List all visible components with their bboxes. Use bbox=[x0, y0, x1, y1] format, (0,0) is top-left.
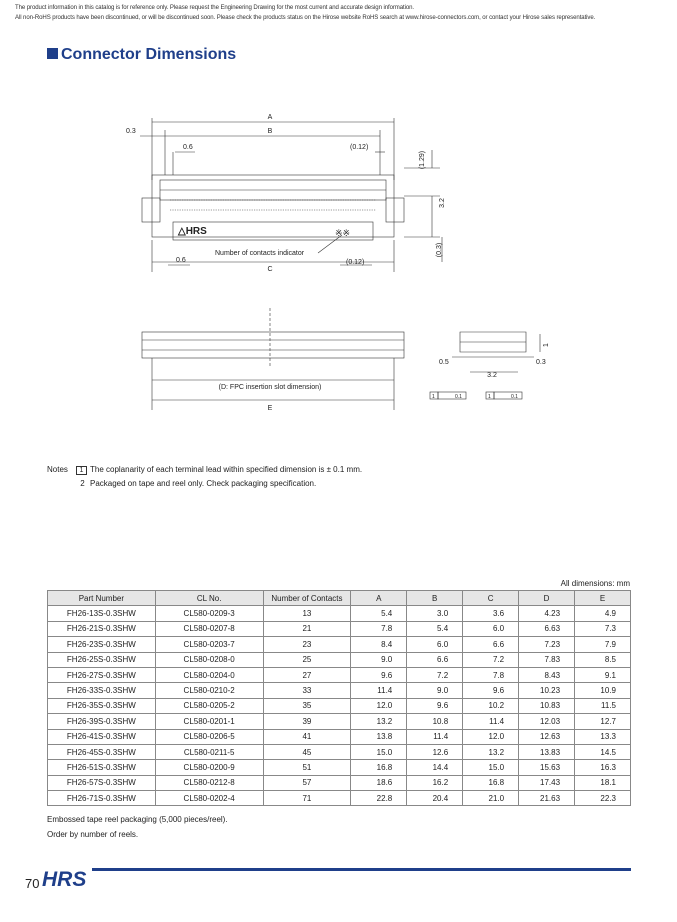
cell-number-of-contacts: 23 bbox=[263, 637, 351, 652]
cell-d: 17.43 bbox=[519, 775, 575, 790]
cell-d: 12.63 bbox=[519, 729, 575, 744]
cell-cl-no: CL580-0200-9 bbox=[155, 760, 263, 775]
cell-part-number: FH26-41S-0.3SHW bbox=[48, 729, 156, 744]
label-a: A bbox=[267, 114, 273, 121]
cell-e: 4.9 bbox=[575, 606, 631, 621]
label-012-top: (0.12) bbox=[350, 144, 369, 151]
header-part-number: Part Number bbox=[48, 591, 156, 606]
page-number: 70 bbox=[25, 876, 40, 891]
cell-c: 11.4 bbox=[463, 714, 519, 729]
cell-e: 14.5 bbox=[575, 744, 631, 759]
cell-a: 13.2 bbox=[351, 714, 407, 729]
cell-e: 7.9 bbox=[575, 637, 631, 652]
label-tol-box-2: 1 bbox=[488, 394, 491, 400]
cell-cl-no: CL580-0205-2 bbox=[155, 698, 263, 713]
label-side-05: 0.5 bbox=[439, 359, 449, 366]
cell-d: 4.23 bbox=[519, 606, 575, 621]
cell-cl-no: CL580-0206-5 bbox=[155, 729, 263, 744]
cell-cl-no: CL580-0207-8 bbox=[155, 621, 263, 636]
cell-b: 7.2 bbox=[407, 667, 463, 682]
cell-part-number: FH26-45S-0.3SHW bbox=[48, 744, 156, 759]
label-012-bottom: (0.12) bbox=[346, 259, 365, 266]
cell-number-of-contacts: 51 bbox=[263, 760, 351, 775]
table-row bbox=[48, 637, 631, 652]
cell-b: 3.0 bbox=[407, 606, 463, 621]
header-a: A bbox=[351, 591, 407, 606]
specification-table bbox=[47, 590, 631, 806]
cell-c: 12.0 bbox=[463, 729, 519, 744]
cell-d: 12.03 bbox=[519, 714, 575, 729]
cell-cl-no: CL580-0201-1 bbox=[155, 714, 263, 729]
cell-e: 7.3 bbox=[575, 621, 631, 636]
cell-c: 7.8 bbox=[463, 667, 519, 682]
cell-a: 8.4 bbox=[351, 637, 407, 652]
label-indicator: Number of contacts indicator bbox=[215, 250, 305, 257]
cell-part-number: FH26-21S-0.3SHW bbox=[48, 621, 156, 636]
note-1-number: 1 bbox=[76, 466, 87, 475]
front-view-labels bbox=[219, 384, 322, 412]
cell-part-number: FH26-27S-0.3SHW bbox=[48, 667, 156, 682]
connector-dimension-drawing bbox=[0, 0, 677, 460]
cell-a: 15.0 bbox=[351, 744, 407, 759]
dimensions-unit-note: All dimensions: mm bbox=[560, 579, 630, 588]
cell-number-of-contacts: 33 bbox=[263, 683, 351, 698]
cell-part-number: FH26-57S-0.3SHW bbox=[48, 775, 156, 790]
cell-a: 9.6 bbox=[351, 667, 407, 682]
cell-part-number: FH26-35S-0.3SHW bbox=[48, 698, 156, 713]
table-row bbox=[48, 729, 631, 744]
label-tol-val-2: 0.1 bbox=[511, 394, 518, 400]
disclaimer-line-1: The product information in this catalog is for reference only. Please request the Engineering Drawing for the most current and accurate design information. bbox=[15, 4, 415, 11]
front-body bbox=[142, 332, 404, 358]
cell-d: 15.63 bbox=[519, 760, 575, 775]
cell-c: 10.2 bbox=[463, 698, 519, 713]
cell-e: 13.3 bbox=[575, 729, 631, 744]
cell-part-number: FH26-71S-0.3SHW bbox=[48, 791, 156, 806]
label-32: 3.2 bbox=[439, 198, 446, 208]
table-row bbox=[48, 760, 631, 775]
cell-e: 22.3 bbox=[575, 791, 631, 806]
cell-cl-no: CL580-0208-0 bbox=[155, 652, 263, 667]
cell-d: 7.23 bbox=[519, 637, 575, 652]
label-tol-box-1: 1 bbox=[432, 394, 435, 400]
cell-b: 20.4 bbox=[407, 791, 463, 806]
label-tol-val-1: 0.1 bbox=[455, 394, 462, 400]
top-view-labels bbox=[126, 114, 446, 273]
cell-a: 9.0 bbox=[351, 652, 407, 667]
label-side-03: 0.3 bbox=[536, 359, 546, 366]
label-129: (1.29) bbox=[419, 150, 426, 170]
table-row bbox=[48, 775, 631, 790]
cell-b: 9.6 bbox=[407, 698, 463, 713]
cell-e: 10.9 bbox=[575, 683, 631, 698]
label-side-32: 3.2 bbox=[487, 372, 497, 379]
table-row bbox=[48, 698, 631, 713]
cell-a: 22.8 bbox=[351, 791, 407, 806]
section-title-text: Connector Dimensions bbox=[61, 46, 237, 63]
cell-number-of-contacts: 35 bbox=[263, 698, 351, 713]
cell-c: 6.0 bbox=[463, 621, 519, 636]
cell-b: 16.2 bbox=[407, 775, 463, 790]
header-number-of-contacts: Number of Contacts bbox=[263, 591, 351, 606]
side-view-labels bbox=[432, 343, 550, 400]
cell-d: 8.43 bbox=[519, 667, 575, 682]
label-03-paren: (0.3) bbox=[436, 242, 443, 258]
cell-c: 16.8 bbox=[463, 775, 519, 790]
header-b: B bbox=[407, 591, 463, 606]
table-row bbox=[48, 606, 631, 621]
note-2-number: 2 bbox=[80, 479, 85, 488]
header-c: C bbox=[463, 591, 519, 606]
disclaimer-line-2: All non-RoHS products have been discontinued, or will be discontinued soon. Please check the products status on the Hirose website RoHS search at www.hirose-connectors.com, or contact your Hirose sales representative. bbox=[15, 14, 596, 21]
cell-a: 12.0 bbox=[351, 698, 407, 713]
cell-cl-no: CL580-0203-7 bbox=[155, 637, 263, 652]
cell-b: 11.4 bbox=[407, 729, 463, 744]
table-row bbox=[48, 667, 631, 682]
table-row bbox=[48, 744, 631, 759]
cell-a: 18.6 bbox=[351, 775, 407, 790]
header-cl-no: CL No. bbox=[155, 591, 263, 606]
cell-a: 16.8 bbox=[351, 760, 407, 775]
table-row bbox=[48, 621, 631, 636]
cell-e: 8.5 bbox=[575, 652, 631, 667]
cell-cl-no: CL580-0209-3 bbox=[155, 606, 263, 621]
cell-d: 13.83 bbox=[519, 744, 575, 759]
cell-a: 5.4 bbox=[351, 606, 407, 621]
right-latch bbox=[386, 198, 404, 222]
footnote-order: Order by number of reels. bbox=[47, 830, 139, 839]
cell-b: 10.8 bbox=[407, 714, 463, 729]
front-view bbox=[142, 308, 404, 410]
cell-cl-no: CL580-0210-2 bbox=[155, 683, 263, 698]
cell-b: 12.6 bbox=[407, 744, 463, 759]
footer-rule bbox=[92, 868, 631, 871]
hrs-logo-text: HRS bbox=[42, 868, 87, 891]
cell-c: 6.6 bbox=[463, 637, 519, 652]
label-06-bottom: 0.6 bbox=[176, 257, 186, 264]
label-logo-mark: △HRS bbox=[178, 226, 207, 237]
cell-c: 15.0 bbox=[463, 760, 519, 775]
cell-number-of-contacts: 21 bbox=[263, 621, 351, 636]
note-2-text: Packaged on tape and reel only. Check packaging specification. bbox=[90, 479, 317, 488]
cell-b: 14.4 bbox=[407, 760, 463, 775]
cell-c: 13.2 bbox=[463, 744, 519, 759]
cell-c: 21.0 bbox=[463, 791, 519, 806]
cell-b: 6.0 bbox=[407, 637, 463, 652]
cell-d: 10.23 bbox=[519, 683, 575, 698]
cell-e: 16.3 bbox=[575, 760, 631, 775]
header-d: D bbox=[519, 591, 575, 606]
cell-a: 13.8 bbox=[351, 729, 407, 744]
cell-number-of-contacts: 25 bbox=[263, 652, 351, 667]
label-side-1: 1 bbox=[543, 343, 550, 347]
cell-part-number: FH26-33S-0.3SHW bbox=[48, 683, 156, 698]
hrs-logo bbox=[40, 864, 88, 892]
cell-c: 7.2 bbox=[463, 652, 519, 667]
note-2 bbox=[47, 477, 362, 491]
label-c: C bbox=[267, 266, 273, 273]
label-e: E bbox=[267, 405, 273, 412]
table-row bbox=[48, 791, 631, 806]
cell-b: 9.0 bbox=[407, 683, 463, 698]
notes bbox=[47, 463, 362, 491]
cell-c: 9.6 bbox=[463, 683, 519, 698]
table-row bbox=[48, 714, 631, 729]
cell-number-of-contacts: 57 bbox=[263, 775, 351, 790]
cell-part-number: FH26-23S-0.3SHW bbox=[48, 637, 156, 652]
header-e: E bbox=[575, 591, 631, 606]
cell-number-of-contacts: 41 bbox=[263, 729, 351, 744]
cell-a: 7.8 bbox=[351, 621, 407, 636]
cell-number-of-contacts: 13 bbox=[263, 606, 351, 621]
note-1-text: The coplanarity of each terminal lead within specified dimension is ± 0.1 mm. bbox=[90, 465, 363, 474]
cell-c: 3.6 bbox=[463, 606, 519, 621]
cell-part-number: FH26-51S-0.3SHW bbox=[48, 760, 156, 775]
footnote-packaging: Embossed tape reel packaging (5,000 pieces/reel). bbox=[47, 815, 228, 824]
label-06-top: 0.6 bbox=[183, 144, 193, 151]
table-row bbox=[48, 683, 631, 698]
label-marks: ※※ bbox=[335, 228, 351, 238]
cell-b: 5.4 bbox=[407, 621, 463, 636]
label-d: (D: FPC insertion slot dimension) bbox=[218, 384, 322, 391]
cell-d: 21.63 bbox=[519, 791, 575, 806]
top-view bbox=[140, 118, 442, 272]
cell-number-of-contacts: 71 bbox=[263, 791, 351, 806]
table-header-row bbox=[48, 591, 631, 606]
label-03: 0.3 bbox=[126, 128, 136, 135]
cell-e: 12.7 bbox=[575, 714, 631, 729]
cell-part-number: FH26-25S-0.3SHW bbox=[48, 652, 156, 667]
cell-cl-no: CL580-0211-5 bbox=[155, 744, 263, 759]
cell-e: 11.5 bbox=[575, 698, 631, 713]
cell-d: 6.63 bbox=[519, 621, 575, 636]
cell-cl-no: CL580-0212-8 bbox=[155, 775, 263, 790]
cell-part-number: FH26-13S-0.3SHW bbox=[48, 606, 156, 621]
cell-number-of-contacts: 27 bbox=[263, 667, 351, 682]
table-row bbox=[48, 652, 631, 667]
cell-cl-no: CL580-0202-4 bbox=[155, 791, 263, 806]
cell-number-of-contacts: 45 bbox=[263, 744, 351, 759]
left-latch bbox=[142, 198, 160, 222]
cell-d: 7.83 bbox=[519, 652, 575, 667]
cell-cl-no: CL580-0204-0 bbox=[155, 667, 263, 682]
table-body bbox=[48, 606, 631, 806]
note-1 bbox=[47, 463, 362, 477]
cell-d: 10.83 bbox=[519, 698, 575, 713]
cell-e: 9.1 bbox=[575, 667, 631, 682]
cell-part-number: FH26-39S-0.3SHW bbox=[48, 714, 156, 729]
cell-number-of-contacts: 39 bbox=[263, 714, 351, 729]
notes-label: Notes bbox=[47, 465, 68, 474]
cell-a: 11.4 bbox=[351, 683, 407, 698]
label-b: B bbox=[267, 128, 273, 135]
cell-b: 6.6 bbox=[407, 652, 463, 667]
cell-e: 18.1 bbox=[575, 775, 631, 790]
